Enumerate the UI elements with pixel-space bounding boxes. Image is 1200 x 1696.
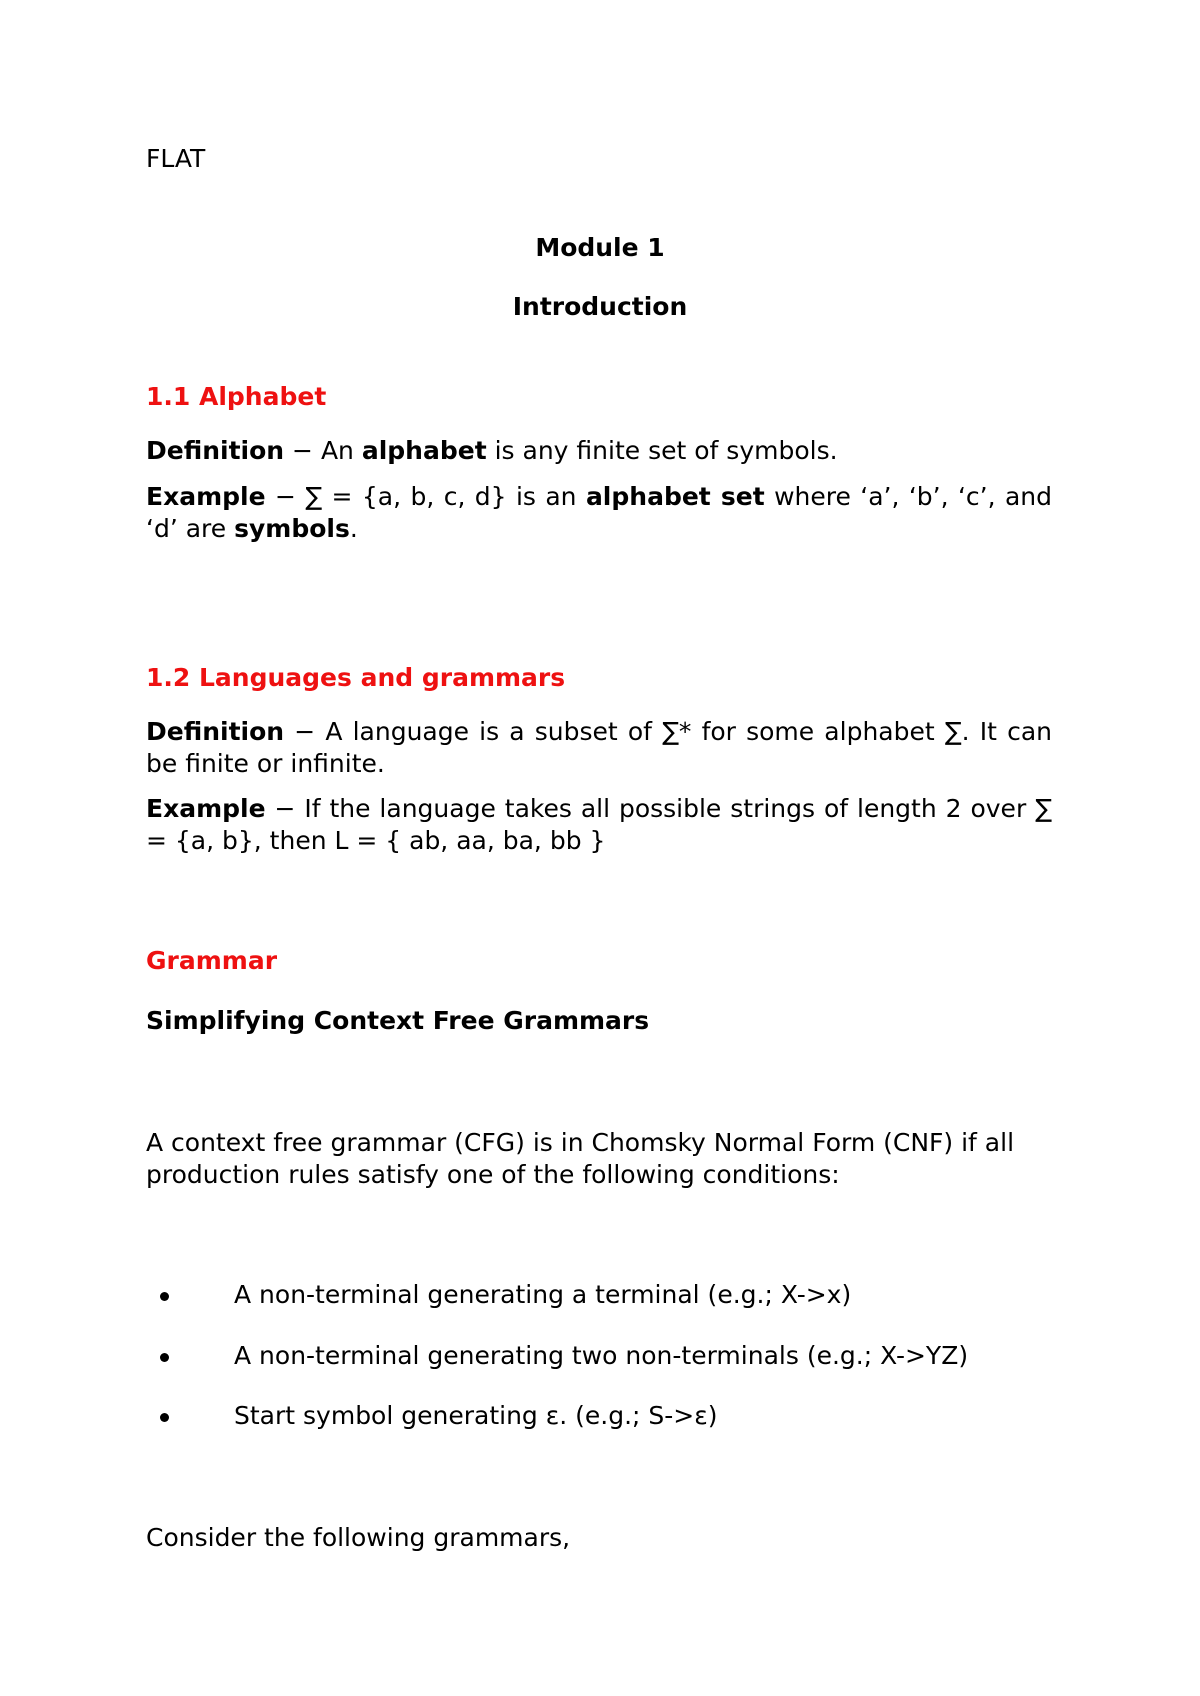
- bullet-icon: [160, 1292, 169, 1301]
- definition-label: Definition: [146, 717, 285, 746]
- alphabet-definition: [146, 435, 1056, 467]
- definition-text: − An: [284, 436, 362, 465]
- definition-text-rest: is any finite set of symbols.: [486, 436, 838, 465]
- definition-text: − A language is a subset of ∑* for some alphabet ∑. It can be finite or infinite.: [146, 717, 1052, 778]
- example-label: Example: [146, 482, 266, 511]
- bullet-icon: [160, 1353, 169, 1362]
- example-text-mid: where ‘a’, ‘b’, ‘c’, and ‘d’ are: [146, 482, 1052, 543]
- section-heading-alphabet: 1.1 Alphabet: [146, 382, 327, 411]
- introduction-title: Introduction: [512, 292, 688, 321]
- language-definition: [146, 716, 1052, 780]
- list-item-text: A non-terminal generating two non-terminals (e.g.; X->YZ): [234, 1341, 969, 1370]
- section-heading-languages: 1.2 Languages and grammars: [146, 663, 566, 692]
- closing-line: Consider the following grammars,: [146, 1523, 571, 1552]
- cnf-paragraph: A context free grammar (CFG) is in Chomsky Normal Form (CNF) if all production rules satisfy one of the following conditions:: [146, 1128, 1015, 1189]
- term-alphabet: alphabet: [361, 436, 487, 465]
- bullet-icon: [160, 1413, 169, 1422]
- list-item-text: Start symbol generating ε. (e.g.; S->ε): [234, 1401, 718, 1430]
- document-header: FLAT: [146, 144, 206, 173]
- definition-label: Definition: [146, 436, 285, 465]
- term-alphabet-set: alphabet set: [585, 482, 765, 511]
- language-example: [146, 793, 1052, 857]
- module-title: Module 1: [535, 233, 665, 262]
- section-heading-grammar: Grammar: [146, 946, 278, 975]
- term-symbols: symbols: [234, 514, 350, 543]
- example-text-end: .: [349, 514, 358, 543]
- subheading-simplifying-cfg: Simplifying Context Free Grammars: [146, 1006, 650, 1035]
- example-label: Example: [146, 794, 266, 823]
- example-text: − If the language takes all possible strings of length 2 over ∑ = {a, b}, then L = { ab, aa, ba, bb }: [146, 794, 1052, 855]
- example-text: − ∑ = {a, b, c, d} is an: [265, 482, 586, 511]
- alphabet-example: [146, 481, 1052, 545]
- list-item-text: A non-terminal generating a terminal (e.g.; X->x): [234, 1280, 852, 1309]
